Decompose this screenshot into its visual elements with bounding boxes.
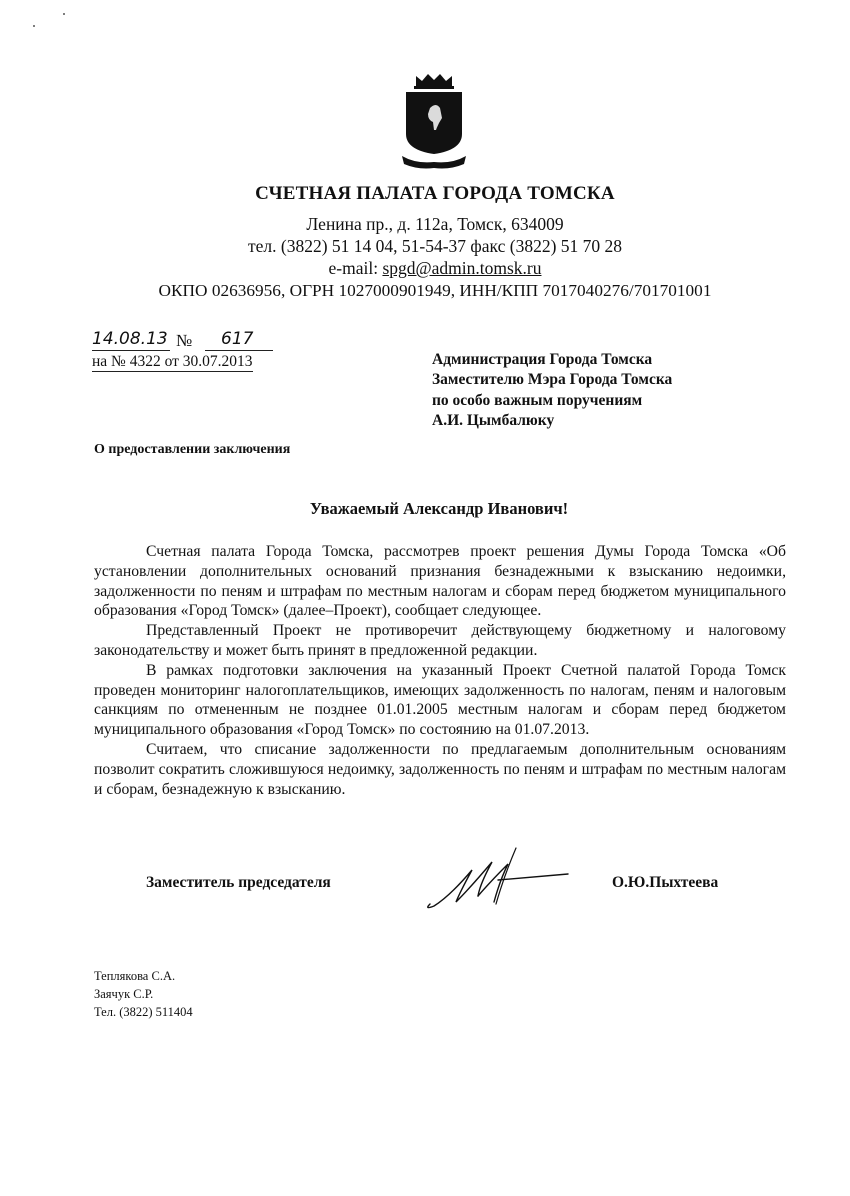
body-paragraph: В рамках подготовки заключения на указанный Проект Счетной палатой Города Томск проведен мониторинг налогоплательщиков, имеющих задолженность по налогам, пеням и налоговым санкциям по отмененным не позднее 01.01.2005 местным налогам и сборам перед бюджетом муниципального образования «Город Томск» по состоянию на 01.07.2013. [94, 661, 786, 739]
addressee-line: по особо важным поручениям [432, 391, 643, 409]
body-paragraph: Считаем, что списание задолженности по предлагаемым дополнительным основаниям позволит сократить сложившуюся недоимку, задолженность по пеням и штрафам по местным налогам и сборам, безнадежную к взысканию. [94, 740, 786, 798]
letter-body [94, 542, 786, 799]
tomsk-coat-of-arms-icon [400, 72, 468, 170]
body-paragraph: Счетная палата Города Томска, рассмотрев проект решения Думы Города Томска «Об установлении дополнительных оснований признания безнадежными к взысканию недоимки, задолженности по пеням и штрафам по местным налогам и сборам перед бюджетом муниципального образования «Город Томск» (далее–Проект), сообщает следующее. [94, 543, 786, 620]
outgoing-date-field [92, 329, 170, 351]
executor-name: Теплякова С.А. [94, 969, 176, 983]
email-link[interactable]: spgd@admin.tomsk.ru [382, 258, 542, 278]
organization-name: СЧЕТНАЯ ПАЛАТА ГОРОДА ТОМСКА [255, 183, 615, 204]
addressee-line: Заместителю Мэра Города Томска [432, 371, 673, 389]
reference-number: на № 4322 от 30.07.2013 [92, 353, 253, 370]
organization-phones: тел. (3822) 51 14 04, 51-54-37 факс (3822) 51 70 28 [247, 236, 623, 256]
addressee-line: А.И. Цымбалюку [432, 411, 555, 429]
outgoing-number-field [205, 329, 273, 351]
scan-speck [33, 25, 35, 27]
scan-speck [63, 13, 65, 15]
outgoing-number-label: № [176, 331, 193, 350]
executor-name: Заячук С.Р. [94, 987, 154, 1001]
letter-subject: О предоставлении заключения [94, 442, 291, 457]
organization-email-line [0, 258, 850, 279]
signatory-name: О.Ю.Пыхтеева [612, 874, 719, 891]
executor-phone: Тел. (3822) 511404 [94, 1005, 193, 1019]
outgoing-date: 14.08.13 [92, 329, 168, 349]
email-label: e-mail: [328, 258, 383, 278]
addressee-block [432, 350, 672, 431]
signatory-title: Заместитель председателя [146, 874, 331, 891]
outgoing-number: 617 [221, 329, 254, 349]
handwritten-signature [420, 840, 580, 920]
organization-address: Ленина пр., д. 112а, Томск, 634009 [306, 214, 564, 234]
body-paragraph: Представленный Проект не противоречит действующему бюджетному и налоговому законодательству и может быть принят в предложенной редакции. [94, 622, 786, 659]
organization-registry: ОКПО 02636956, ОГРН 1027000901949, ИНН/КПП 7017040276/701701001 [158, 281, 712, 300]
addressee-line: Администрация Города Томска [432, 351, 653, 368]
salutation: Уважаемый Александр Иванович! [309, 499, 569, 518]
